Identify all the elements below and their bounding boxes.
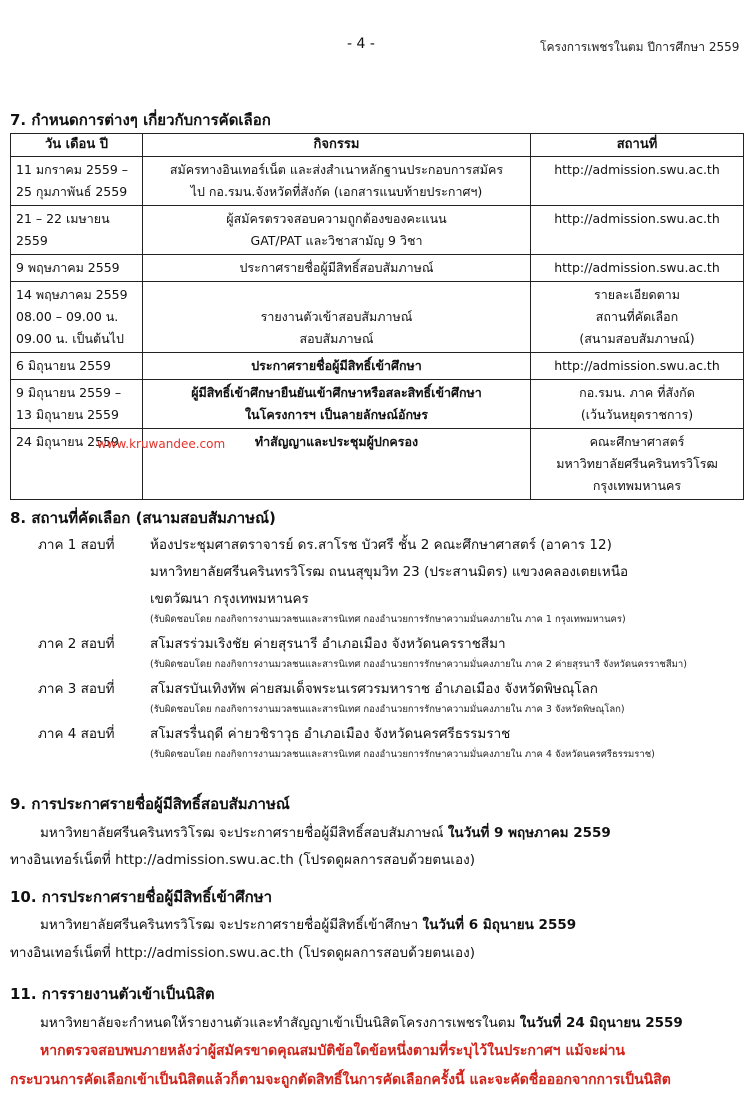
schedule-table	[10, 133, 744, 500]
col-date-header: วัน เดือน ปี	[11, 134, 143, 157]
section-10-title: 10. การประกาศรายชื่อผู้มีสิทธิ์เข้าศึกษา	[10, 888, 273, 906]
venue-item	[38, 532, 748, 627]
venue-label: ภาค 3 สอบที่	[38, 681, 115, 697]
row-activity-text: ทำสัญญาและประชุมผู้ปกครอง	[254, 434, 419, 449]
schedule-header-row	[11, 134, 744, 157]
row-place	[531, 380, 744, 429]
row-place-text: http://admission.swu.ac.th	[554, 358, 720, 373]
row-date	[11, 282, 143, 353]
row-place	[531, 255, 744, 282]
venue-line	[38, 559, 748, 586]
row-date-text: 6 มิถุนายน 2559	[16, 358, 111, 373]
venue-text: เขตวัฒนา กรุงเทพมหานคร	[150, 591, 309, 607]
row-place-text: คณะศึกษาศาสตร์ มหาวิทยาลัยศรีนครินทรวิโรฒ กรุงเทพมหานคร	[556, 434, 718, 493]
row-date-text: 11 มกราคม 2559 – 25 กุมภาพันธ์ 2559	[16, 162, 129, 199]
section-11-text: มหาวิทยาลัยจะกำหนดให้รายงานตัวและทำสัญญาเข้าเป็นนิสิตโครงการเพชรในตม	[40, 1015, 520, 1031]
header-project: โครงการเพชรในตม ปีการศึกษา 2559	[540, 40, 740, 54]
venue-line	[38, 721, 748, 748]
row-date-text: 24 มิถุนายน 2559	[16, 434, 119, 449]
row-place	[531, 206, 744, 255]
row-activity-text: รายงานตัวเข้าสอบสัมภาษณ์ สอบสัมภาษณ์	[260, 309, 413, 346]
row-activity-text: สมัครทางอินเทอร์เน็ต และส่งสำเนาหลักฐานประกอบการสมัคร ไป กอ.รมน.จังหวัดที่สังกัด (เอกสารแนบท้ายประกาศฯ)	[169, 162, 504, 199]
section-9-title: 9. การประกาศรายชื่อผู้มีสิทธิ์สอบสัมภาษณ์	[10, 795, 290, 813]
venue-item	[38, 721, 748, 762]
row-date-text: 14 พฤษภาคม 2559 08.00 – 09.00 น. 09.00 น. เป็นต้นไป	[16, 287, 128, 346]
table-row	[11, 255, 744, 282]
section-7-title: 7. กำหนดการต่างๆ เกี่ยวกับการคัดเลือก	[10, 111, 271, 129]
table-row	[11, 353, 744, 380]
row-date	[11, 429, 226, 500]
row-date-text: 9 มิถุนายน 2559 – 13 มิถุนายน 2559	[16, 385, 122, 422]
section-9-line-2: ทางอินเทอร์เน็ตที่ http://admission.swu.ac.th (โปรดดูผลการสอบด้วยตนเอง)	[10, 852, 475, 868]
row-date	[11, 206, 143, 255]
table-row	[11, 157, 744, 206]
venue-line	[38, 586, 748, 613]
col-activity-header: กิจกรรม	[143, 134, 531, 157]
row-activity-text: ผู้มีสิทธิ์เข้าศึกษายืนยันเข้าศึกษาหรือสละสิทธิ์เข้าศึกษา ในโครงการฯ เป็นลายลักษณ์อักษร	[191, 385, 482, 422]
row-place-text: http://admission.swu.ac.th	[554, 211, 720, 226]
section-11-title: 11. การรายงานตัวเข้าเป็นนิสิต	[10, 985, 215, 1003]
row-place-text: http://admission.swu.ac.th	[554, 162, 720, 177]
table-row	[11, 429, 744, 500]
warning-line-2: กระบวนการคัดเลือกเข้าเป็นนิสิตแล้วก็ตามจะถูกตัดสิทธิ์ในการคัดเลือกครั้งนี้ และจะคัดชื่อออกจากการเป็นนิสิต	[10, 1072, 671, 1088]
row-activity-text: ประกาศรายชื่อผู้มีสิทธิ์สอบสัมภาษณ์	[239, 260, 434, 275]
venue-label: ภาค 1 สอบที่	[38, 537, 115, 553]
col-place-header: สถานที่	[531, 134, 744, 157]
watermark-text: www.kruwandee.com	[96, 437, 226, 451]
row-place	[531, 429, 744, 500]
section-10-text: มหาวิทยาลัยศรีนครินทรวิโรฒ จะประกาศรายชื่อผู้มีสิทธิ์เข้าศึกษา	[40, 917, 423, 933]
venue-note: (รับผิดชอบโดย กองกิจการงานมวลชนและสารนิเทศ กองอำนวยการรักษาความมั่นคงภายใน ภาค 1 กรุงเทพมหานคร)	[150, 614, 626, 625]
venue-note: (รับผิดชอบโดย กองกิจการงานมวลชนและสารนิเทศ กองอำนวยการรักษาความมั่นคงภายใน ภาค 3 จังหวัดพิษณุโลก)	[150, 704, 625, 715]
row-activity	[143, 157, 531, 206]
venue-item	[38, 676, 748, 717]
row-date-text: 9 พฤษภาคม 2559	[16, 260, 120, 275]
venue-note: (รับผิดชอบโดย กองกิจการงานมวลชนและสารนิเทศ กองอำนวยการรักษาความมั่นคงภายใน ภาค 2 ค่ายสุรนารี จังหวัดนครราชสีมา)	[150, 659, 687, 670]
section-10-line-2: ทางอินเทอร์เน็ตที่ http://admission.swu.ac.th (โปรดดูผลการสอบด้วยตนเอง)	[10, 945, 475, 961]
page-number: - 4 -	[347, 36, 375, 52]
section-10-line-1	[40, 913, 576, 935]
row-place	[531, 282, 744, 353]
row-activity	[143, 255, 531, 282]
row-activity	[143, 353, 531, 380]
row-activity	[143, 282, 531, 353]
venue-text: มหาวิทยาลัยศรีนครินทรวิโรฒ ถนนสุขุมวิท 23 (ประสานมิตร) แขวงคลองเตยเหนือ	[150, 564, 629, 580]
table-row	[11, 380, 744, 429]
warning-line-1: หากตรวจสอบพบภายหลังว่าผู้สมัครขาดคุณสมบัติข้อใดข้อหนึ่งตามที่ระบุไว้ในประกาศฯ แม้จะผ่าน	[40, 1043, 626, 1059]
row-place-text: http://admission.swu.ac.th	[554, 260, 720, 275]
table-row	[11, 282, 744, 353]
venue-note: (รับผิดชอบโดย กองกิจการงานมวลชนและสารนิเทศ กองอำนวยการรักษาความมั่นคงภายใน ภาค 4 จังหวัดนครศรีธรรมราช)	[150, 749, 655, 760]
venue-text: สโมสรบันเทิงทัพ ค่ายสมเด็จพระนเรศวรมหาราช อำเภอเมือง จังหวัดพิษณุโลก	[150, 681, 598, 697]
row-activity-text: ผู้สมัครตรวจสอบความถูกต้องของคะแนน GAT/PAT และวิชาสามัญ 9 วิชา	[226, 211, 447, 248]
row-date	[11, 255, 143, 282]
venue-item	[38, 631, 748, 672]
section-10-date: ในวันที่ 6 มิถุนายน 2559	[422, 917, 577, 933]
venue-text: สโมสรร่วมเริงชัย ค่ายสุรนารี อำเภอเมือง จังหวัดนครราชสีมา	[150, 636, 506, 652]
section-9-line-1	[40, 821, 611, 843]
venue-line	[38, 631, 748, 658]
section-11-line-1	[40, 1011, 683, 1033]
venue-text: สโมสรรื่นฤดี ค่ายวชิราวุธ อำเภอเมือง จังหวัดนครศรีธรรมราช	[150, 726, 511, 742]
venue-label: ภาค 4 สอบที่	[38, 726, 115, 742]
row-date	[11, 380, 143, 429]
row-date	[11, 353, 143, 380]
row-date	[11, 157, 143, 206]
table-row	[11, 206, 744, 255]
section-9-date: ในวันที่ 9 พฤษภาคม 2559	[447, 825, 611, 841]
venue-line	[38, 532, 748, 559]
section-11-date: ในวันที่ 24 มิถุนายน 2559	[519, 1015, 683, 1031]
row-date-text: 21 – 22 เมษายน 2559	[16, 211, 110, 248]
venue-line	[38, 676, 748, 703]
row-place	[531, 157, 744, 206]
row-place	[531, 353, 744, 380]
venue-list	[38, 532, 748, 766]
row-activity	[143, 380, 531, 429]
row-activity-text: ประกาศรายชื่อผู้มีสิทธิ์เข้าศึกษา	[251, 358, 422, 373]
row-place-text: กอ.รมน. ภาค ที่สังกัด (เว้นวันหยุดราชการ)	[579, 385, 695, 422]
section-8-title: 8. สถานที่คัดเลือก (สนามสอบสัมภาษณ์)	[10, 509, 276, 527]
row-activity	[143, 206, 531, 255]
row-place-text: รายละเอียดตาม สถานที่คัดเลือก (สนามสอบสัมภาษณ์)	[579, 287, 695, 346]
venue-label: ภาค 2 สอบที่	[38, 636, 115, 652]
section-9-text: มหาวิทยาลัยศรีนครินทรวิโรฒ จะประกาศรายชื่อผู้มีสิทธิ์สอบสัมภาษณ์	[40, 825, 448, 841]
venue-text: ห้องประชุมศาสตราจารย์ ดร.สาโรช บัวศรี ชั้น 2 คณะศึกษาศาสตร์ (อาคาร 12)	[150, 537, 612, 553]
